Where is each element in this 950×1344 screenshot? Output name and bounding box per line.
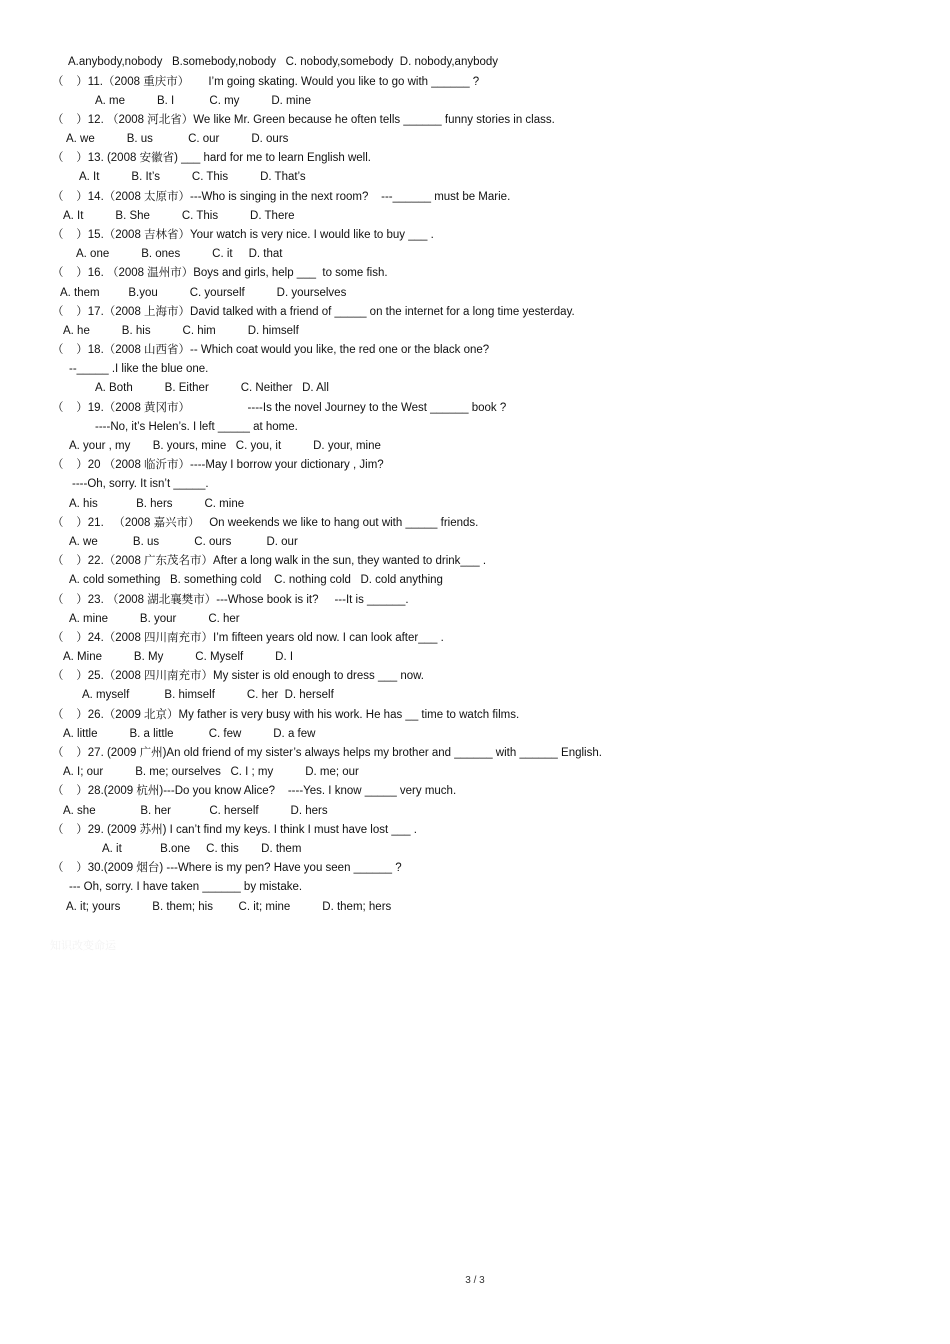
page-number: 3 / 3 [465, 1275, 485, 1286]
question-24: （ ）24.（2008 四川南充市）I’m fifteen years old now. I can look after___ . [52, 632, 444, 644]
question-14: （ ）14.（2008 太原市）---Who is singing in the next room? ---______ must be Marie. [52, 191, 511, 203]
options-line: A.anybody,nobody B.somebody,nobody C. nobody,somebody D. nobody,anybody [68, 56, 499, 68]
options-line: A. we B. us C. ours D. our [69, 536, 298, 548]
question-21: （ ）21. （2008 嘉兴市） On weekends we like to hang out with _____ friends. [52, 517, 479, 529]
question-11: （ ）11.（2008 重庆市） I’m going skating. Would you like to go with ______ ? [52, 76, 480, 88]
question-29: （ ）29. (2009 苏州) I can’t find my keys. I think I must have lost ___ . [52, 824, 417, 836]
question-16: （ ）16. （2008 温州市）Boys and girls, help ___ to some fish. [52, 267, 388, 279]
answer-line: ----No, it’s Helen’s. I left _____ at home. [95, 421, 298, 433]
question-30: （ ）30.(2009 烟台) ---Where is my pen? Have you seen ______ ? [52, 862, 402, 874]
options-line: A. me B. I C. my D. mine [95, 95, 311, 107]
options-line: A. it; yours B. them; his C. it; mine D. them; hers [66, 901, 392, 913]
question-25: （ ）25.（2008 四川南充市）My sister is old enough to dress ___ now. [52, 670, 424, 682]
options-line: A. I; our B. me; ourselves C. I ; my D. me; our [63, 766, 359, 778]
question-22: （ ）22.（2008 广东茂名市）After a long walk in the sun, they wanted to drink___ . [52, 555, 487, 567]
answer-line: --- Oh, sorry. I have taken ______ by mistake. [69, 881, 303, 893]
options-line: A. It B. It’s C. This D. That’s [79, 171, 306, 183]
options-line: A. them B.you C. yourself D. yourselves [60, 287, 347, 299]
options-line: A. your , my B. yours, mine C. you, it D. your, mine [69, 440, 381, 452]
options-line: A. his B. hers C. mine [69, 498, 245, 510]
options-line: A. she B. her C. herself D. hers [63, 805, 328, 817]
options-line: A. one B. ones C. it D. that [76, 248, 283, 260]
question-18: （ ）18.（2008 山西省）-- Which coat would you like, the red one or the black one? [52, 344, 490, 356]
question-28: （ ）28.(2009 杭州)---Do you know Alice? ----Yes. I know _____ very much. [52, 785, 457, 797]
options-line: A. Mine B. My C. Myself D. I [63, 651, 294, 663]
answer-line: --_____ .I like the blue one. [69, 363, 209, 375]
options-line: A. cold something B. something cold C. nothing cold D. cold anything [69, 574, 443, 586]
options-line: A. little B. a little C. few D. a few [63, 728, 316, 740]
faint-watermark-text: 知识改变命运 [50, 940, 116, 952]
question-23: （ ）23. （2008 湖北襄樊市）---Whose book is it? ---It is ______. [52, 594, 409, 606]
question-13: （ ）13. (2008 安徽省) ___ hard for me to learn English well. [52, 152, 371, 164]
options-line: A. It B. She C. This D. There [63, 210, 295, 222]
question-27: （ ）27. (2009 广州)An old friend of my sister’s always helps my brother and ______ with ______ English. [52, 747, 602, 759]
question-12: （ ）12. （2008 河北省）We like Mr. Green because he often tells ______ funny stories in class. [52, 114, 555, 126]
options-line: A. it B.one C. this D. them [102, 843, 302, 855]
options-line: A. he B. his C. him D. himself [63, 325, 299, 337]
options-line: A. myself B. himself C. her D. herself [82, 689, 334, 701]
question-19: （ ）19.（2008 黄冈市） ----Is the novel Journey to the West ______ book ? [52, 402, 507, 414]
options-line: A. Both B. Either C. Neither D. All [95, 382, 329, 394]
question-17: （ ）17.（2008 上海市）David talked with a friend of _____ on the internet for a long time yesterday. [52, 306, 575, 318]
options-line: A. mine B. your C. her [69, 613, 240, 625]
answer-line: ----Oh, sorry. It isn’t _____. [72, 478, 209, 490]
options-line: A. we B. us C. our D. ours [66, 133, 289, 145]
question-26: （ ）26.（2009 北京）My father is very busy with his work. He has __ time to watch films. [52, 709, 520, 721]
question-20: （ ）20 （2008 临沂市）----May I borrow your dictionary , Jim? [52, 459, 384, 471]
question-15: （ ）15.（2008 吉林省）Your watch is very nice. I would like to buy ___ . [52, 229, 434, 241]
